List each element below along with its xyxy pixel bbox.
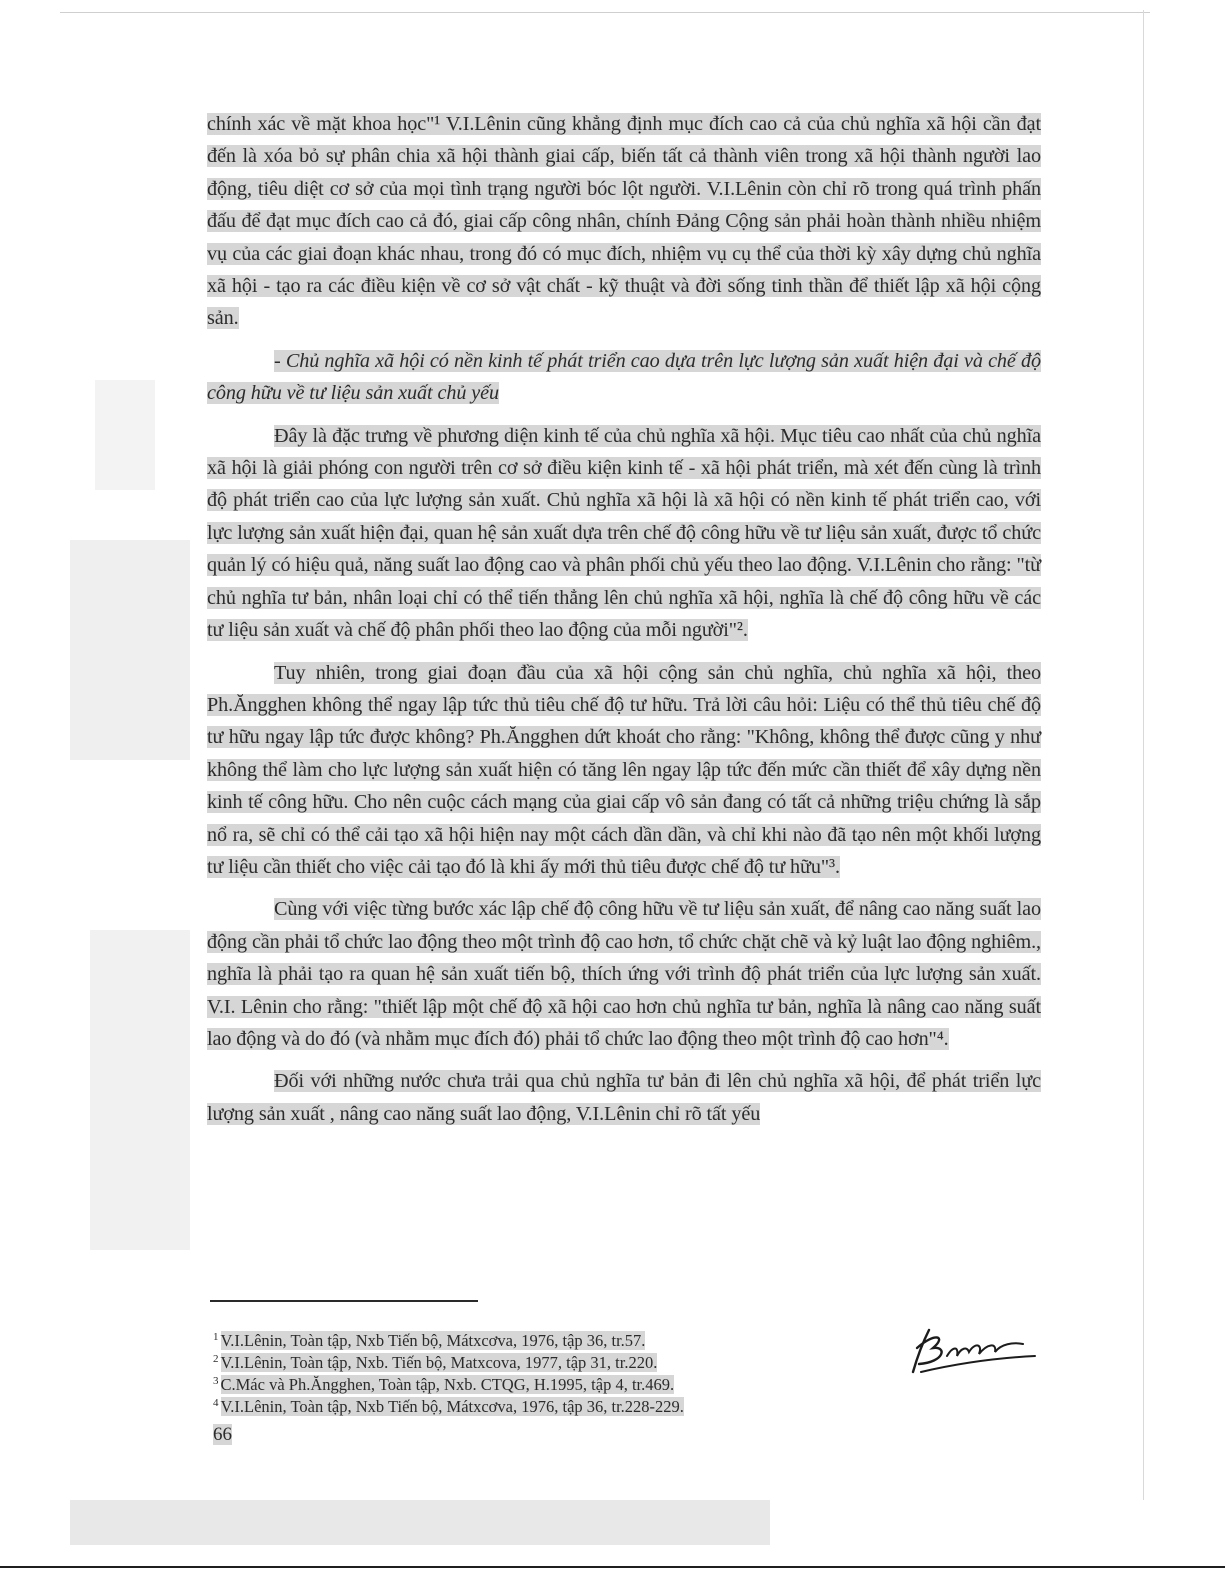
footnote-1-mark: 1 bbox=[213, 1330, 219, 1343]
paragraph-2 bbox=[207, 420, 1041, 647]
paragraph-1 bbox=[207, 108, 1041, 335]
footnote-separator bbox=[210, 1300, 478, 1302]
section-heading-text: - Chủ nghĩa xã hội có nền kinh tế phát triển cao dựa trên lực lượng sản xuất hiện đại và chế độ công hữu về tư liệu sản xuất chủ yếu bbox=[207, 349, 1041, 405]
scan-noise-left-3 bbox=[95, 380, 155, 490]
page-number bbox=[213, 1423, 232, 1447]
paragraph-3-text: Tuy nhiên, trong giai đoạn đầu của xã hội cộng sản chủ nghĩa, chủ nghĩa xã hội, theo Ph.Ăngghen không thể ngay lập tức thủ tiêu chế độ tư hữu. Trả lời câu hỏi: Liệu có thể thủ tiêu chế độ tư hữu ngay lập tức được không? Ph.Ăngghen dứt khoát cho rằng: "Không, không thể được cũng y như không thể làm cho lực lượng sản xuất hiện có tăng lên ngay lập tức đến mức cần thiết để xây dựng nền kinh tế công hữu. Cho nên cuộc cách mạng của giai cấp vô sản đang có tất cả những triệu chứng là sắp nổ ra, sẽ chỉ có thể cải tạo xã hội hiện nay một cách dần dần, và chỉ khi nào đã tạo nên một khối lượng tư liệu cần thiết cho việc cải tạo đó là khi ấy mới thủ tiêu được chế độ tư hữu"³. bbox=[207, 661, 1041, 878]
footnote-3-text: C.Mác và Ph.Ăngghen, Toàn tập, Nxb. CTQG, H.1995, tập 4, tr.469. bbox=[220, 1375, 675, 1394]
page-number-text: 66 bbox=[213, 1424, 232, 1445]
paragraph-5 bbox=[207, 1065, 1041, 1130]
footnote-4-text: V.I.Lênin, Toàn tập, Nxb Tiến bộ, Mátxcơva, 1976, tập 36, tr.228-229. bbox=[220, 1397, 684, 1416]
page-top-edge bbox=[60, 12, 1150, 13]
scan-edge-line bbox=[1143, 10, 1144, 1500]
paragraph-3 bbox=[207, 657, 1041, 884]
scan-noise-left-2 bbox=[90, 930, 190, 1250]
footnote-1 bbox=[213, 1330, 833, 1352]
footnote-2 bbox=[213, 1352, 833, 1374]
footnote-4 bbox=[213, 1396, 833, 1418]
footnote-2-mark: 2 bbox=[213, 1352, 219, 1365]
footnote-1-text: V.I.Lênin, Toàn tập, Nxb Tiến bộ, Mátxcơva, 1976, tập 36, tr.57. bbox=[220, 1331, 646, 1350]
footnote-4-mark: 4 bbox=[213, 1396, 219, 1409]
footnotes bbox=[213, 1330, 833, 1418]
paragraph-2-text: Đây là đặc trưng về phương diện kinh tế của chủ nghĩa xã hội. Mục tiêu cao nhất của chủ nghĩa xã hội là giải phóng con người trên cơ sở điều kiện kinh tế - xã hội phát triển, mà xét đến cùng là trình độ phát triển cao của lực lượng sản xuất. Chủ nghĩa xã hội là xã hội có nền kinh tế phát triển cao, với lực lượng sản xuất hiện đại, quan hệ sản xuất dựa trên chế độ công hữu về tư liệu sản xuất, được tổ chức quản lý có hiệu quả, năng suất lao động cao và phân phối chủ yếu theo lao động. V.I.Lênin cho rằng: "từ chủ nghĩa tư bản, nhân loại chỉ có thể tiến thẳng lên chủ nghĩa xã hội, nghĩa là chế độ công hữu về các tư liệu sản xuất và chế độ phân phối theo lao động của mỗi người"². bbox=[207, 424, 1041, 642]
footnote-3 bbox=[213, 1374, 833, 1396]
paragraph-5-text: Đối với những nước chưa trải qua chủ nghĩa tư bản đi lên chủ nghĩa xã hội, để phát triển lực lượng sản xuất , nâng cao năng suất lao động, V.I.Lênin chỉ rõ tất yếu bbox=[207, 1070, 1041, 1125]
paragraph-4-text: Cùng với việc từng bước xác lập chế độ công hữu về tư liệu sản xuất, để nâng cao năng suất lao động cần phải tổ chức lao động theo một trình độ cao hơn, tổ chức chặt chẽ và kỷ luật lao động nghiêm., nghĩa là phải tạo ra quan hệ sản xuất tiến bộ, thích ứng với trình độ phát triển của lực lượng sản xuất. V.I. Lênin cho rằng: "thiết lập một chế độ xã hội cao hơn chủ nghĩa tư bản, nghĩa là nâng cao năng suất lao động và do đó (và nhằm mục đích đó) phải tổ chức lao động theo một trình độ cao hơn"⁴. bbox=[207, 898, 1041, 1050]
scan-noise-left-1 bbox=[70, 540, 190, 760]
footnote-2-text: V.I.Lênin, Toàn tập, Nxb. Tiến bộ, Matxcova, 1977, tập 31, tr.220. bbox=[220, 1353, 658, 1372]
scan-noise-bottom bbox=[70, 1500, 770, 1545]
paragraph-1-text: chính xác về mặt khoa học"¹ V.I.Lênin cũng khẳng định mục đích cao cả của chủ nghĩa xã hội cần đạt đến là xóa bỏ sự phân chia xã hội thành giai cấp, biến tất cả thành viên trong xã hội thành người lao động, tiêu diệt cơ sở của mọi tình trạng người bóc lột người. V.I.Lênin còn chỉ rõ trong quá trình phấn đấu để đạt mục đích cao cả đó, giai cấp công nhân, chính Đảng Cộng sản phải hoàn thành nhiều nhiệm vụ của các giai đoạn khác nhau, trong đó có mục đích, nhiệm vụ cụ thể của thời kỳ xây dựng chủ nghĩa xã hội - tạo ra các điều kiện về cơ sở vật chất - kỹ thuật và đời sống tinh thần để thiết lập xã hội cộng sản. bbox=[207, 113, 1041, 330]
footnote-3-mark: 3 bbox=[213, 1374, 219, 1387]
body-text bbox=[207, 108, 1041, 1130]
section-heading bbox=[207, 345, 1041, 410]
handwritten-signature bbox=[895, 1322, 1040, 1382]
page-bottom-edge bbox=[0, 1566, 1225, 1568]
paragraph-4 bbox=[207, 893, 1041, 1055]
